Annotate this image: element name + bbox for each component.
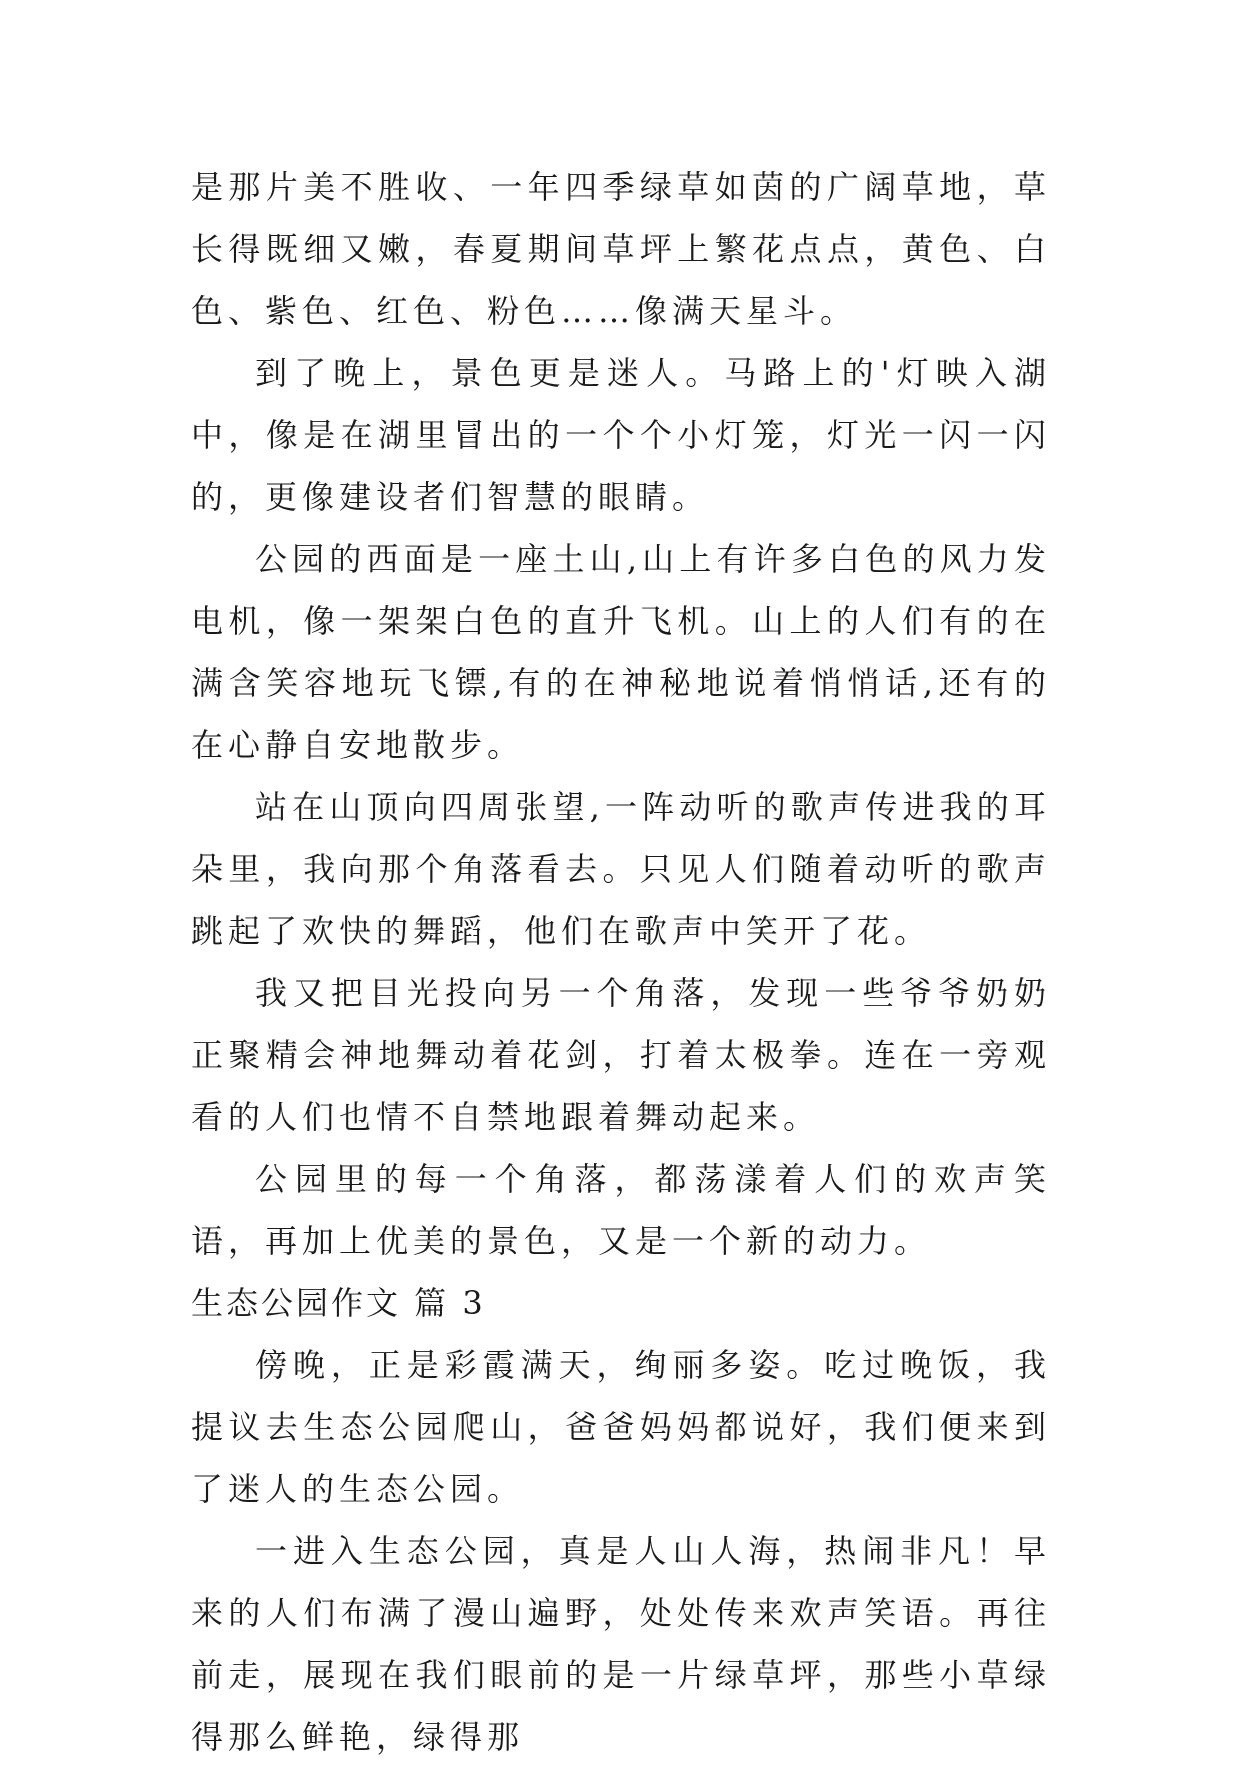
paragraph-continuation: 是那片美不胜收、一年四季绿草如茵的广阔草地，草长得既细又嫩，春夏期间草坪上繁花点点，黄色、白色、紫色、红色、粉色……像满天星斗。: [191, 168, 1051, 330]
paragraph-west-hill: 公园的西面是一座土山,山上有许多白色的风力发电机，像一架架白色的直升飞机。山上的人们有的在满含笑容地玩飞镖,有的在神秘地说着悄悄话,还有的在心静自安地散步。: [191, 540, 1051, 764]
section-heading: 生态公园作文 篇 3: [191, 1284, 486, 1322]
paragraph-hilltop: 站在山顶向四周张望,一阵动听的歌声传进我的耳朵里，我向那个角落看去。只见人们随着动听的歌声跳起了欢快的舞蹈，他们在歌声中笑开了花。: [191, 788, 1051, 950]
paragraph-every-corner: 公园里的每一个角落，都荡漾着人们的欢声笑语，再加上优美的景色，又是一个新的动力。: [191, 1160, 1051, 1260]
document-body: [191, 156, 1051, 1768]
paragraph-another-corner: 我又把目光投向另一个角落，发现一些爷爷奶奶正聚精会神地舞动着花剑，打着太极拳。连在一旁观看的人们也情不自禁地跟着舞动起来。: [191, 974, 1051, 1136]
paragraph-evening: 傍晚，正是彩霞满天，绚丽多姿。吃过晚饭，我提议去生态公园爬山，爸爸妈妈都说好，我们便来到了迷人的生态公园。: [191, 1346, 1051, 1508]
paragraph-entering-park: 一进入生态公园，真是人山人海，热闹非凡！早来的人们布满了漫山遍野，处处传来欢声笑语。再往前走，展现在我们眼前的是一片绿草坪，那些小草绿得那么鲜艳，绿得那: [191, 1532, 1051, 1756]
paragraph-night-scene: 到了晚上，景色更是迷人。马路上的'灯映入湖中，像是在湖里冒出的一个个小灯笼，灯光一闪一闪的，更像建设者们智慧的眼睛。: [191, 354, 1051, 516]
